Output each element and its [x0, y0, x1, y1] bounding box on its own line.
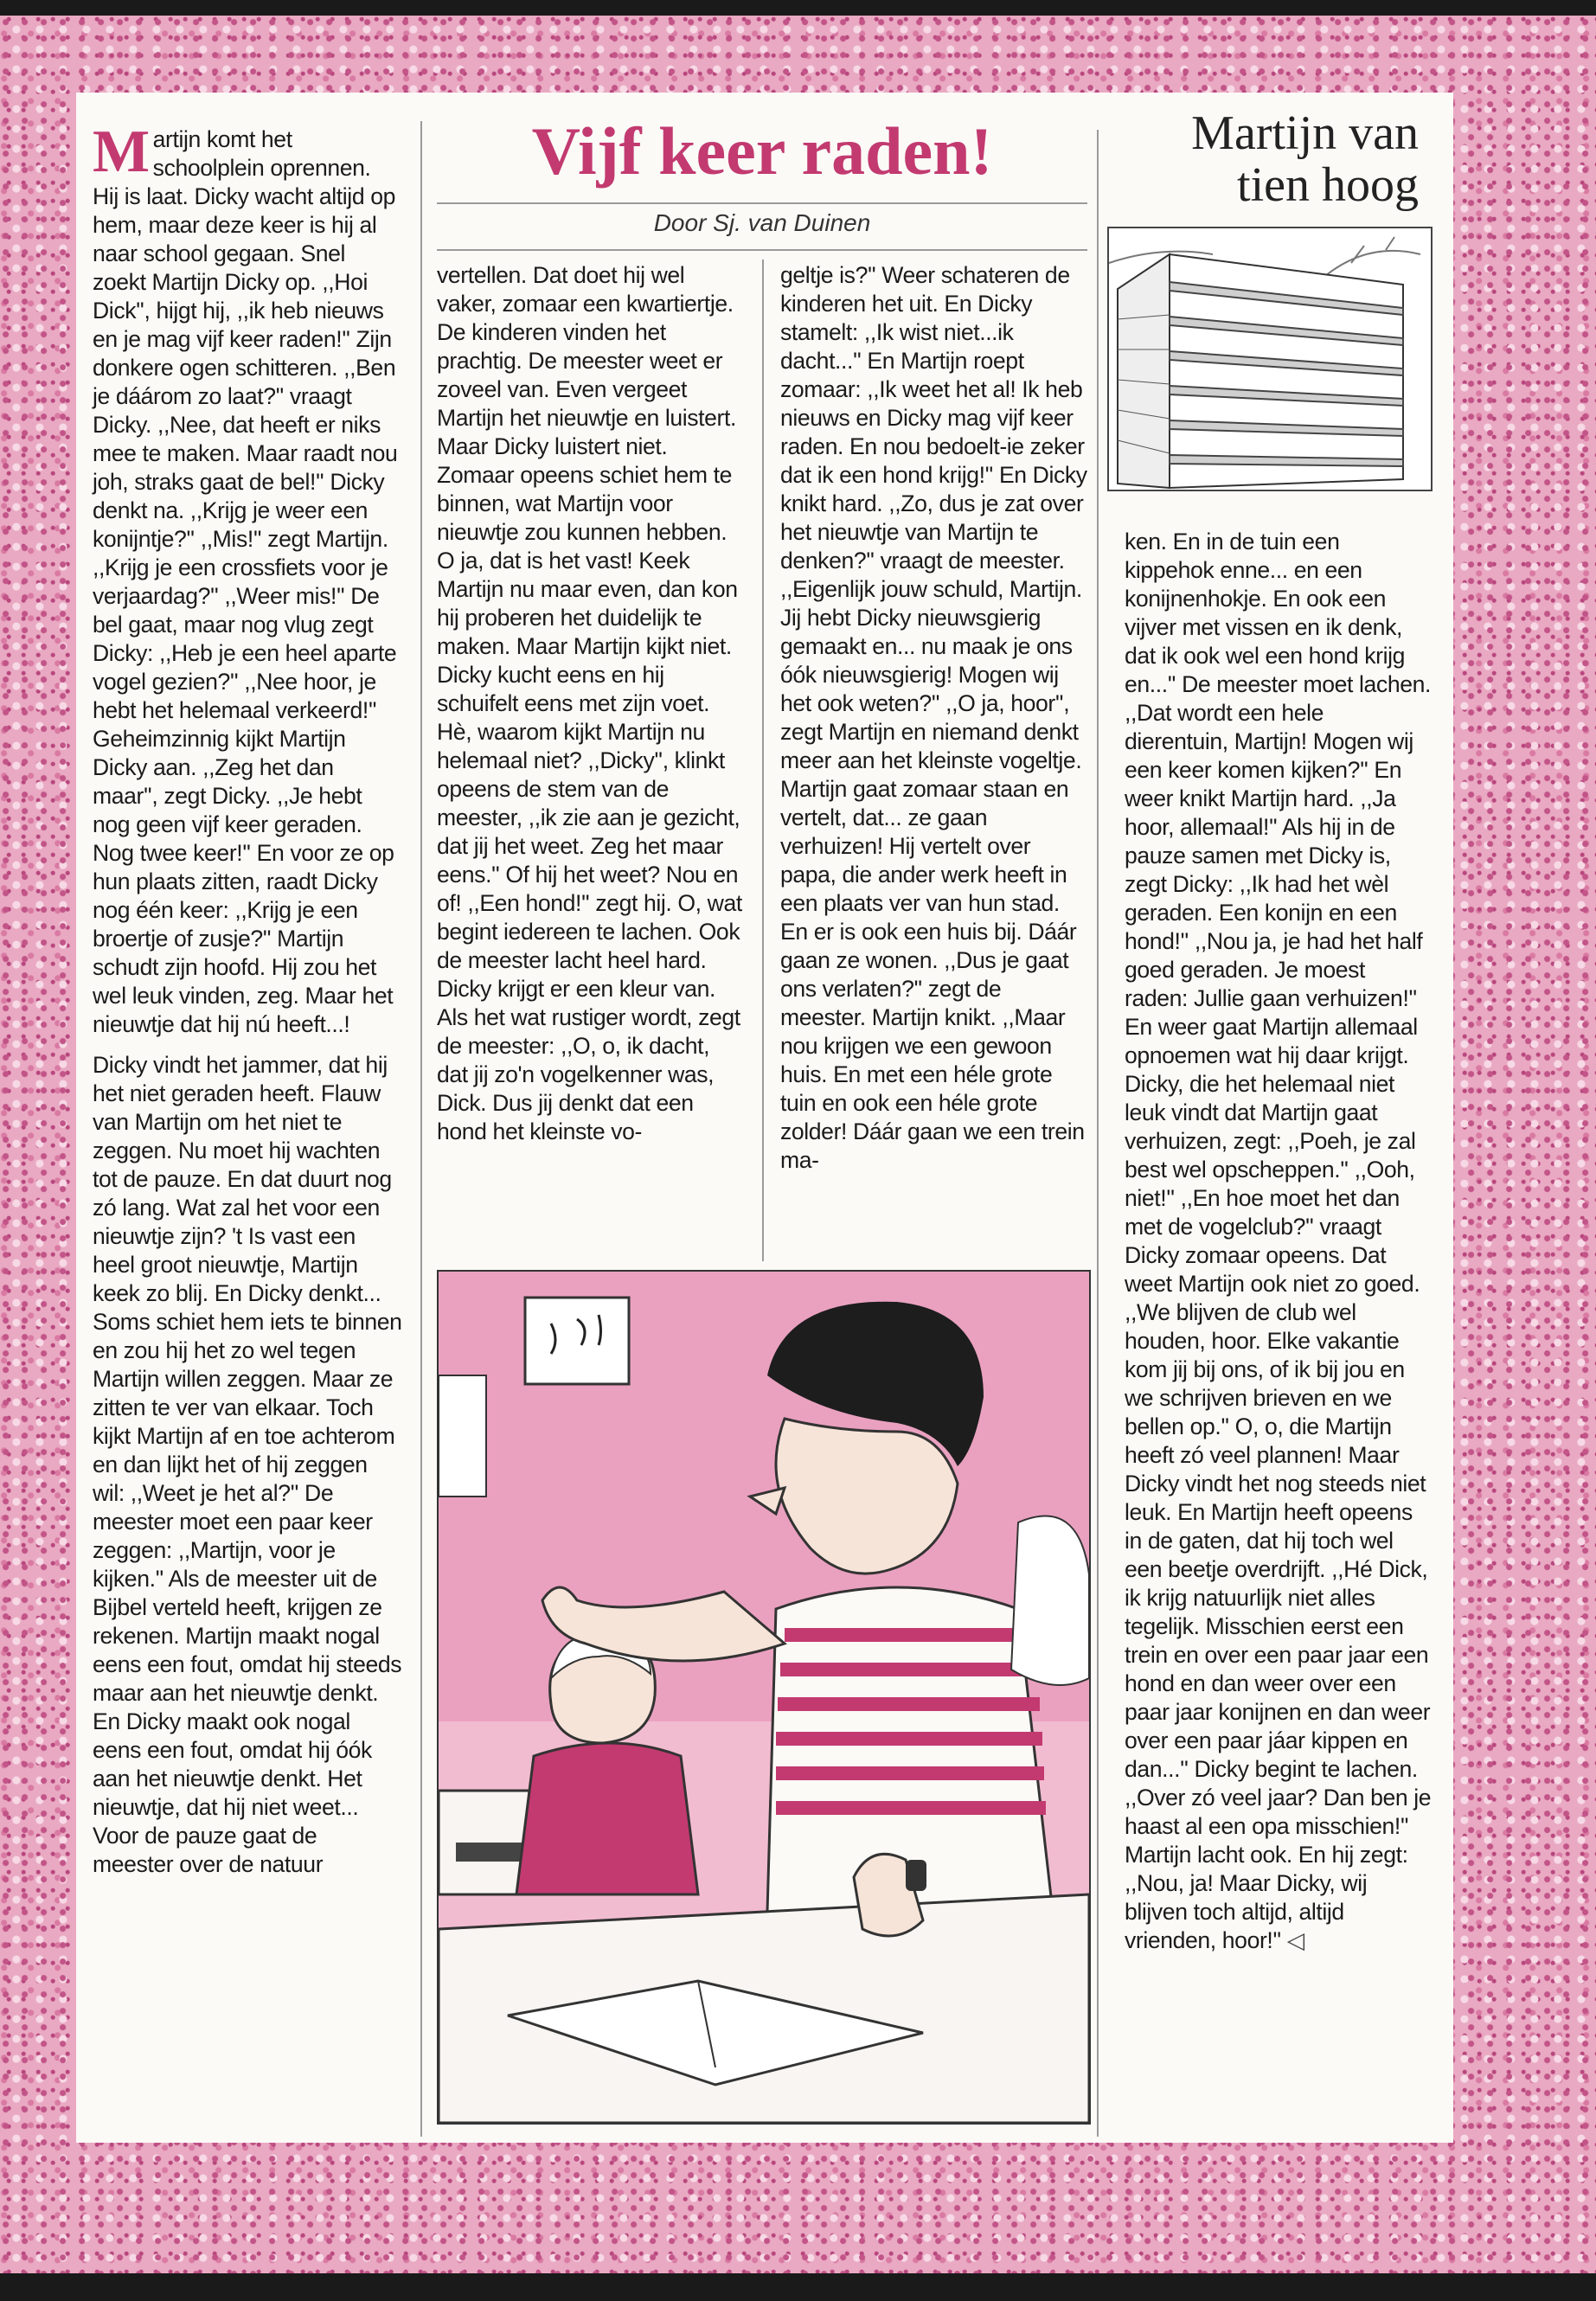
paragraph — [93, 119, 402, 1039]
building-sketch — [1109, 228, 1431, 490]
article-title: Vijf keer raden! — [531, 113, 993, 189]
classroom-boy-raising-hand-illustration — [439, 1272, 1089, 2123]
column-divider-2 — [762, 260, 764, 1261]
series-title — [1107, 107, 1419, 211]
text-column-3 — [780, 261, 1087, 1187]
paragraph: Dicky vindt het jammer, dat hij het niet geraden heeft. Flauw van Martijn om het niet te zeggen. Nu moet hij wachten tot de pauze. En dat duurt nog zó lang. Wat zal het voor een nieuwtje zijn? 't Is vast een heel groot nieuwtje, Martijn keek zo blij. En Dicky denkt... Soms schiet hem iets te binnen en zou hij het zo wel tegen Martijn willen zeggen. Maar ze zitten te ver van elkaar. Toch kijkt Martijn af en toe achterom en dan lijkt het of hij zeggen wil: ,,Weet je het al?'' De meester moet een paar keer zeggen: ,,Martijn, voor je kijken.'' Als de meester uit de Bijbel verteld heeft, krijgen ze rekenen. Martijn maakt nogal eens een fout, omdat hij steeds maar aan het nieuwtje denkt. En Dicky maakt ook nogal eens een fout, omdat hij óók aan het nieuwtje denkt. Het nieuwtje, dat hij niet weet... Voor de pauze gaat de meester over de natuur — [93, 1052, 402, 1877]
column-divider-1 — [420, 121, 422, 2137]
byline-divider — [437, 249, 1087, 251]
text-column-2 — [437, 261, 744, 1158]
classroom-illustration — [437, 1270, 1091, 2125]
paragraph — [1125, 528, 1432, 1955]
column-divider-3 — [1097, 130, 1099, 2137]
paragraph-text: artijn komt het schoolplein oprennen. Hij is laat. Dicky wacht altijd op hem, maar deze keer is hij al naar school gegaan. Snel zoekt Martijn Dicky op. ,,Hoi Dick'', hijgt hij, ,,ik heb nieuws en je mag vijf keer raden!'' Zijn donkere ogen schitteren. ,,Ben je dáárom zo laat?'' vraagt Dicky. ,,Nee, dat heeft er niks mee te maken. Maar raadt nou joh, straks gaat de bel!'' Dicky denkt na. ,,Krijg je weer een konijntje?'' ,,Mis!'' zegt Martijn. ,,Krijg je een crossfiets voor je verjaardag?'' ,,Weer mis!'' De bel gaat, maar nog vlug zegt Dicky: ,,Heb je een heel aparte vogel gezien?'' ,,Nee hoor, je hebt het helemaal verkeerd!'' Geheimzinnig kijkt Martijn Dicky aan. ,,Zeg het dan maar'', zegt Dicky. ,,Je hebt nog geen vijf keer geraden. Nog twee keer!'' En voor ze op hun plaats zitten, raadt Dicky nog één keer: ,,Krijg je een broertje of zusje?'' Martijn schudt zijn hoofd. Hij zou het wel leuk vinden, zeg. Maar het nieuwtje dat hij nú heeft...! — [93, 126, 398, 1037]
drop-cap: M — [93, 119, 150, 185]
text-column-4 — [1125, 528, 1432, 1967]
text-column-1 — [93, 119, 402, 1891]
byline: Door Sj. van Duinen — [653, 209, 871, 236]
high-rise-building-illustration — [1107, 227, 1433, 491]
end-mark-icon: ◁ — [1286, 1927, 1304, 1953]
title-divider — [437, 202, 1087, 204]
series-title-line-1: Martijn van — [1191, 106, 1419, 160]
paragraph: geltje is?'' Weer schateren de kinderen het uit. En Dicky stamelt: ,,Ik wist niet...ik dacht...'' En Martijn roept zomaar: ,,Ik weet het al! Ik heb nieuws en Dicky mag vijf keer raden. En nou bedoelt-ie zeker dat ik een hond krijg!'' En Dicky knikt hard. ,,Zo, dus je zat over het nieuwtje van Martijn te denken?'' vraagt de meester. ,,Eigenlijk jouw schuld, Martijn. Jij hebt Dicky nieuwsgierig gemaakt en... nu maak je ons óók nieuwsgierig! Mogen wij het ook weten?'' ,,O ja, hoor'', zegt Martijn en niemand denkt meer aan het kleinste vogeltje. Martijn gaat zomaar staan en vertelt, dat... ze gaan verhuizen! Hij vertelt over papa, die ander werk heeft in een plaats ver van hun stad. En er is ook een huis bij. Dáár gaan ze wonen. ,,Dus je gaat ons verlaten?'' zegt de meester. Martijn knikt. ,,Maar nou krijgen we een gewoon huis. En met een héle grote tuin en ook een héle grote zolder! Dáár gaan we een trein ma- — [780, 262, 1087, 1173]
series-title-line-2: tien hoog — [1237, 158, 1419, 212]
paragraph: vertellen. Dat doet hij wel vaker, zomaar een kwartiertje. De kinderen vinden het prachtig. De meester weet er zoveel van. Even vergeet Martijn het nieuwtje en luistert. Maar Dicky luistert niet. Zomaar opeens schiet hem te binnen, wat Martijn voor nieuwtje zou kunnen hebben. O ja, dat is het vast! Keek Martijn nu maar even, dan kon hij proberen het duidelijk te maken. Maar Martijn kijkt niet. Dicky kucht eens en hij schuifelt eens met zijn voet. Hè, waarom kijkt Martijn nu helemaal niet? ,,Dicky'', klinkt opeens de stem van de meester, ,,ik zie aan je gezicht, dat jij het weet. Zeg het maar eens.'' Of hij het weet? Nou en of! ,,Een hond!'' zegt hij. O, wat begint iedereen te lachen. Ook de meester lacht heel hard. Dicky krijgt er een kleur van. Als het wat rustiger wordt, zegt de meester: ,,O, o, ik dacht, dat jij zo'n vogelkenner was, Dick. Dus jij denkt dat een hond het kleinste vo- — [437, 262, 742, 1144]
paragraph-text: ken. En in de tuin een kippehok enne... en een konijnenhokje. En ook een vijver met vissen en ik denk, dat ik ook wel een hond krijg en...'' De meester moet lachen. ,,Dat wordt een hele dierentuin, Martijn! Mogen wij een keer komen kijken?'' En weer knikt Martijn hard. ,,Ja hoor, allemaal!'' Als hij in de pauze samen met Dicky is, zegt Dicky: ,,Ik had het wèl geraden. Een konijn en een hond!'' ,,Nou ja, je had het half goed geraden. Je moest raden: Jullie gaan verhuizen!'' En weer gaat Martijn allemaal opnoemen wat hij daar krijgt. Dicky, die het helemaal niet leuk vindt dat Martijn gaat verhuizen, zegt: ,,Poeh, je zal best wel opscheppen.'' ,,Ooh, niet!'' ,,En hoe moet het dan met de vogelclub?'' vraagt Dicky zomaar opeens. Dat weet Martijn ook niet zo goed. ,,We blijven de club wel houden, hoor. Elke vakantie kom jij bij ons, of ik bij jou en we schrijven brieven en we bellen op.'' O, o, die Martijn heeft zó veel plannen! Maar Dicky vindt het nog steeds niet leuk. En Martijn heeft opeens in de gaten, dat hij toch wel een beetje overdrijft. ,,Hé Dick, ik krijg natuurlijk niet alles tegelijk. Misschien eerst een trein en over een paar jaar een hond en dan weer over een paar jaar konijnen en dan weer over een paar jáar kippen en dan...'' Dicky begint te lachen. ,,Over zó veel jaar? Dan ben je haast al een opa misschien!'' Martijn lacht ook. En hij zegt: ,,Nou, ja! Maar Dicky, wij blijven toch altijd, altijd vrienden, hoor!'' — [1125, 529, 1432, 1953]
